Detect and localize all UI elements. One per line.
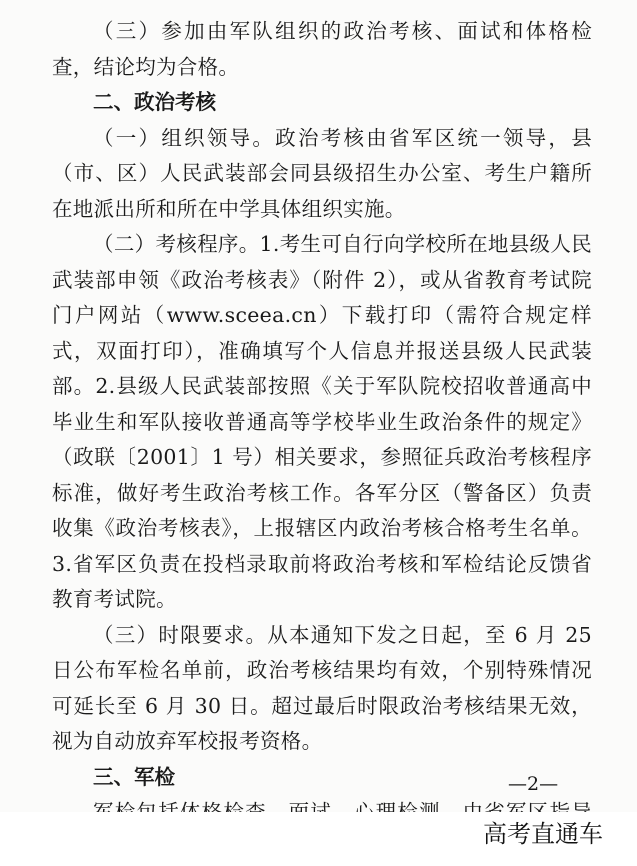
document-body — [52, 14, 592, 866]
page-number: —2— — [508, 773, 559, 795]
paragraph-time-limit: （三）时限要求。从本通知下发之日起，至 6 月 25 日公布军检名单前，政治考核结果均有效，个别特殊情况可延长至 6 月 30 日。超过最后时限政治考核结果无效，视为自动放弃军校报考资格。 — [52, 622, 592, 753]
paragraph-condition-three: （三）参加由军队组织的政治考核、面试和体格检查，结论均为合格。 — [52, 19, 592, 79]
watermark-text: 高考直通车 — [483, 820, 603, 848]
section-heading-military-exam: 三、军检 — [93, 764, 175, 789]
paragraph-organization: （一）组织领导。政治考核由省军区统一领导，县（市、区）人民武装部会同县级招生办公室、考生户籍所在地派出所和所在中学具体组织实施。 — [52, 125, 592, 221]
paragraph-procedure: （二）考核程序。1.考生可自行向学校所在地县级人民武装部申领《政治考核表》（附件 2），或从省教育考试院门户网站（www.sceea.cn）下载打印（需符合规定样式，双面打印），准确填写个人信息并报送县级人民武装部。2.县级人民武装部按照《关于军队院校招收普通高中毕业生和军队接收普通高等学校毕业生政治条件的规定》（政联〔2001〕1 号）相关要求，参照征兵政治考核程序标准，做好考生政治考核工作。各军分区（警备区）负责收集《政治考核表》，上报辖区内政治考核合格考生名单。3.省军区负责在投档录取前将政治考核和军检结论反馈省教育考试院。 — [52, 232, 592, 611]
section-heading-political-assessment: 二、政治考核 — [93, 90, 216, 114]
